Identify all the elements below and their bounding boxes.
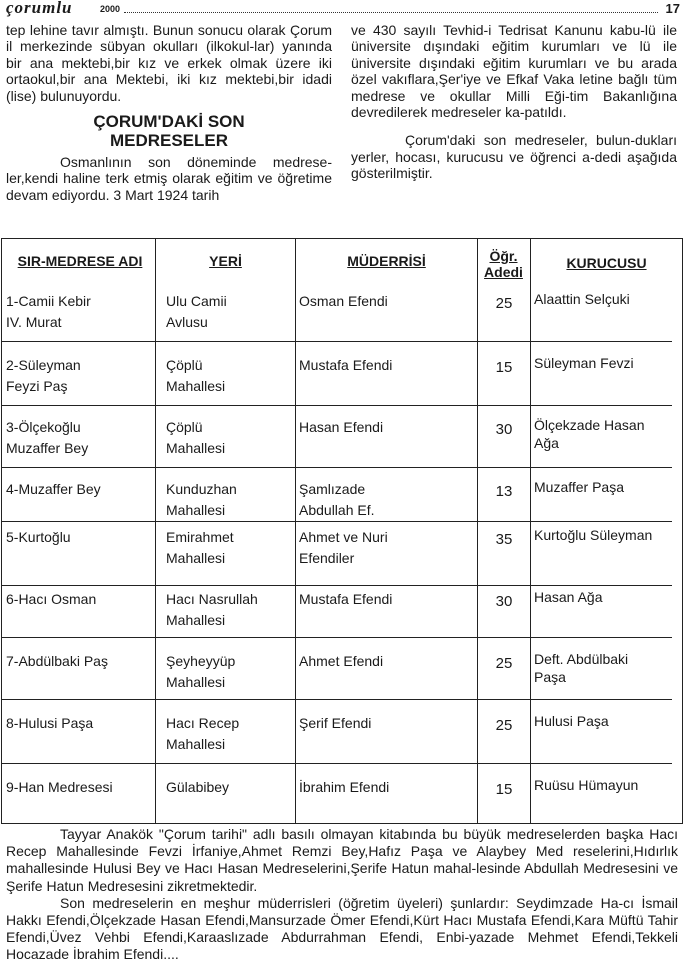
medrese-place-cont: Mahallesi bbox=[166, 502, 226, 518]
right-column bbox=[351, 22, 677, 182]
medrese-place: Kunduzhan bbox=[166, 481, 237, 497]
medrese-teacher-cont: Efendiler bbox=[299, 550, 355, 566]
medrese-place: Çöplü bbox=[166, 357, 203, 373]
medrese-place-cont: Mahallesi bbox=[166, 550, 226, 566]
medrese-founder: Hulusi Paşa bbox=[534, 713, 609, 729]
medrese-founder: Kurtoğlu Süleyman bbox=[534, 527, 653, 543]
header-founder: KURUCUSU bbox=[566, 255, 647, 271]
header-name: SIR-MEDRESE ADI bbox=[17, 253, 143, 269]
medrese-founder-cont: Ağa bbox=[534, 435, 559, 451]
student-count: 25 bbox=[495, 655, 513, 672]
medrese-place-cont: Mahallesi bbox=[166, 378, 226, 394]
section-heading-line-2: MEDRESELER bbox=[109, 131, 229, 151]
medrese-place: Gülabibey bbox=[166, 779, 230, 795]
medrese-name: 4-Muzaffer Bey bbox=[6, 481, 101, 497]
left-column bbox=[6, 22, 332, 203]
student-count: 25 bbox=[495, 295, 513, 312]
medrese-founder: Muzaffer Paşa bbox=[534, 479, 625, 495]
table-row bbox=[2, 285, 682, 347]
header-teacher: MÜDERRİSİ bbox=[347, 253, 426, 269]
left-paragraph-2: Osmanlının son döneminde medrese-ler,kendi haline terk etmiş olarak eğitim ve öğretime devam ediyordu. 3 Mart 1924 tarih bbox=[6, 154, 332, 203]
table-row bbox=[2, 707, 682, 769]
table-row bbox=[2, 771, 682, 833]
medrese-place: Hacı Nasrullah bbox=[166, 591, 258, 607]
medrese-place: Şeyheyyüp bbox=[166, 653, 236, 669]
section-heading bbox=[6, 112, 332, 150]
medrese-name: 5-Kurtoğlu bbox=[6, 529, 71, 545]
student-count: 30 bbox=[495, 593, 513, 610]
right-paragraph-2: Çorum'daki son medreseler, bulun-dukları yerler, hocası, kurucusu ve öğrenci a-dedi aşağıda gösterilmiştir. bbox=[351, 132, 677, 182]
medrese-founder: Ruüsu Hümayun bbox=[534, 777, 639, 793]
student-count: 25 bbox=[495, 717, 513, 734]
medrese-place-cont: Mahallesi bbox=[166, 736, 226, 752]
page-number: 17 bbox=[665, 1, 680, 16]
medrese-place: Hacı Recep bbox=[166, 715, 240, 731]
medrese-founder: Alaattin Selçuki bbox=[534, 291, 630, 307]
table-row bbox=[2, 411, 682, 473]
student-count: 35 bbox=[495, 531, 513, 548]
medrese-teacher: Şamlızade bbox=[299, 481, 366, 497]
issue-year: 2000 bbox=[100, 4, 121, 14]
medrese-teacher: Osman Efendi bbox=[299, 293, 388, 309]
medrese-place-cont: Mahallesi bbox=[166, 440, 226, 456]
medrese-teacher: İbrahim Efendi bbox=[299, 779, 390, 795]
medrese-place-cont: Mahallesi bbox=[166, 612, 226, 628]
table-row bbox=[2, 521, 682, 583]
medrese-name-cont: Feyzi Paş bbox=[6, 378, 68, 394]
medrese-founder: Deft. Abdülbaki bbox=[534, 651, 629, 667]
table-row bbox=[2, 349, 682, 411]
medrese-place-cont: Mahallesi bbox=[166, 674, 226, 690]
medrese-founder-cont: Paşa bbox=[534, 669, 566, 685]
bottom-paragraph-2: Son medreselerin en meşhur müderrisleri (öğretim üyeleri) şunlardır: Seydimzade Ha-cı İsmail Hakkı Efendi,Ölçekzade Hasan Efendi,Mansurzade Ömer Efendi,Kürt Hacı Mustafa Efendi,Kara Müftü Tahir Efendi,Üvez Vehbi Efendi,Karaaslızade Abdurrahman Efendi, Enbi-yazade Mehmet Efendi,Tekkeli Hocazade İbrahim Efendi.... bbox=[6, 894, 678, 963]
section-heading-line-1: ÇORUM'DAKİ SON bbox=[93, 112, 245, 132]
medrese-name-cont: IV. Murat bbox=[6, 314, 62, 330]
header-students-line-1: Öğr. bbox=[489, 248, 518, 264]
medrese-teacher: Mustafa Efendi bbox=[299, 357, 393, 373]
medrese-place: Çöplü bbox=[166, 419, 203, 435]
student-count: 13 bbox=[495, 483, 513, 500]
medrese-name: 8-Hulusi Paşa bbox=[6, 715, 94, 731]
medrese-name: 6-Hacı Osman bbox=[6, 591, 97, 607]
medrese-table bbox=[1, 238, 683, 824]
left-paragraph-1: tep lehine tavır almıştı. Bunun sonucu olarak Çorum il merkezinde sübyan okulları (ilkokul-lar) yanında bir ana mektebi,bir kız ve erkek olmak üzere iki ortaokul,bir ana Mektebi, iki kız mektebi,bir idadi (lise) bulunuyordu. bbox=[6, 22, 332, 104]
table-row bbox=[2, 583, 682, 645]
medrese-teacher: Ahmet ve Nuri bbox=[299, 529, 388, 545]
medrese-founder: Süleyman Fevzi bbox=[534, 355, 634, 371]
medrese-teacher-cont: Abdullah Ef. bbox=[299, 502, 375, 518]
medrese-name-cont: Muzaffer Bey bbox=[6, 440, 89, 456]
header-dotted-rule bbox=[124, 12, 658, 13]
medrese-founder: Ölçekzade Hasan bbox=[534, 417, 645, 433]
medrese-name: 7-Abdülbaki Paş bbox=[6, 653, 108, 669]
medrese-place: Ulu Camii bbox=[166, 293, 227, 309]
medrese-teacher: Şerif Efendi bbox=[299, 715, 372, 731]
header-students-line-2: Adedi bbox=[484, 264, 523, 280]
bottom-paragraph-1: Tayyar Anakök "Çorum tarihi" adlı basılı olmayan kitabında bu büyük medreselerden başka Hacı Recep Mahallesinde Fevzi İrfaniye,Ahmet Remzi Bey,Hafız Paşa ve Alaybey Med reselerini,Hıdırlık mahallesinde Hulusi Bey ve Hacı Hasan Medreselerini,Şerife Hatun mahal-lesinde Abdullah Medresesini ve Şerife Hatun Medresesini zikretmektedir. bbox=[6, 826, 678, 894]
student-count: 30 bbox=[495, 421, 513, 438]
bottom-text bbox=[6, 826, 678, 964]
medrese-name: 9-Han Medresesi bbox=[6, 779, 113, 795]
medrese-founder: Hasan Ağa bbox=[534, 589, 603, 605]
student-count: 15 bbox=[495, 359, 513, 376]
medrese-teacher: Ahmet Efendi bbox=[299, 653, 384, 669]
medrese-name: 2-Süleyman bbox=[6, 357, 81, 373]
medrese-teacher: Hasan Efendi bbox=[299, 419, 384, 435]
medrese-place: Emirahmet bbox=[166, 529, 234, 545]
page-header bbox=[0, 0, 684, 22]
student-count: 15 bbox=[495, 781, 513, 798]
medrese-name: 1-Camii Kebir bbox=[6, 293, 91, 309]
header-students bbox=[477, 248, 530, 280]
table-row bbox=[2, 645, 682, 707]
right-paragraph-1: ve 430 sayılı Tevhid-i Tedrisat Kanunu kabu-lü ile üniversite dışındaki eğitim kurumları ve lü ile üniversite dışındaki eğitim kurumları ve bu arada özel vakıflara,Şer'iye ve Efkaf Vaka letine bağlı tüm medrese ve okullar Milli Eği-tim Bakanlığına devredilerek medreseler ka-patıldı. bbox=[351, 22, 677, 121]
magazine-logo: çorumlu bbox=[6, 0, 73, 17]
medrese-place-cont: Avlusu bbox=[166, 314, 208, 330]
medrese-teacher: Mustafa Efendi bbox=[299, 591, 393, 607]
header-place: YERİ bbox=[209, 253, 242, 269]
medrese-name: 3-Ölçekoğlu bbox=[6, 419, 81, 435]
